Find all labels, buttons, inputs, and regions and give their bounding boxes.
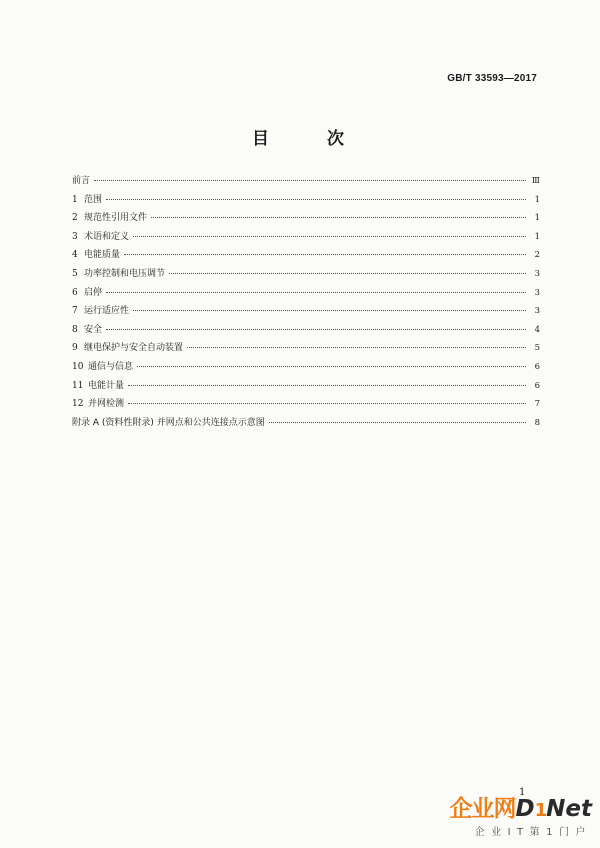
table-of-contents [72,173,540,433]
watermark-tagline: 企业IT第1门户 [474,827,592,838]
toc-entry-page: 1 [534,231,540,242]
toc-entry-page: 3 [534,287,540,298]
toc-entry-page: 3 [534,268,540,279]
toc-entry-number: 6 [72,287,78,298]
dot-leader [151,217,526,218]
toc-entry-text: 规范性引用文件 [84,213,148,224]
toc-entry-9[interactable] [72,340,540,359]
watermark-logo-d: D [515,796,535,822]
toc-entry-page: 3 [534,306,540,317]
toc-entry-text: 范围 [84,194,103,205]
dot-leader [187,347,526,348]
toc-entry-5[interactable] [72,266,540,285]
toc-entry-6[interactable] [72,285,540,304]
toc-entry-number: 8 [72,324,78,335]
dot-leader [106,329,526,330]
toc-entry-page: 6 [534,361,540,372]
toc-entry-text: 继电保护与安全自动装置 [84,343,184,354]
standard-code: GB/T 33593—2017 [447,73,537,84]
toc-entry-page: Ⅲ [531,176,540,186]
watermark-logo-one: 1 [534,800,547,821]
toc-entry-11[interactable] [72,378,540,397]
toc-entry-2[interactable] [72,210,540,229]
toc-entry-number: 12 [72,399,84,410]
toc-entry-8[interactable] [72,322,540,341]
dot-leader [137,366,526,367]
toc-entry-page: 1 [534,213,540,224]
toc-entry-number: 3 [72,231,78,242]
toc-entry-7[interactable] [72,303,540,322]
toc-entry-text: 电能质量 [84,250,121,261]
toc-entry-number: 10 [72,361,84,372]
watermark-logo [422,790,592,823]
dot-leader [128,385,526,386]
toc-entry-number: 9 [72,343,78,354]
toc-entry-4[interactable] [72,247,540,266]
dot-leader [106,199,526,200]
toc-entry-page: 2 [534,250,540,261]
toc-entry-page: 4 [534,324,540,335]
toc-entry-foreword[interactable] [72,173,540,192]
toc-entry-10[interactable] [72,359,540,378]
dot-leader [94,180,526,181]
toc-entry-number: 2 [72,213,78,224]
toc-entry-text: 附录 A (资料性附录) 并网点和公共连接点示意图 [72,417,265,428]
toc-entry-number: 4 [72,250,78,261]
dot-leader [106,292,526,293]
toc-entry-text: 功率控制和电压调节 [84,268,166,279]
toc-entry-12[interactable] [72,396,540,415]
toc-entry-number: 11 [72,380,84,391]
toc-entry-1[interactable] [72,192,540,211]
toc-entry-text: 通信与信息 [88,361,134,372]
toc-entry-number: 5 [72,268,78,279]
toc-entry-text: 并网检测 [88,399,125,410]
toc-entry-page: 1 [534,194,540,205]
toc-entry-number: 1 [72,194,78,205]
toc-title: 目 次 [252,129,370,149]
dot-leader [133,310,526,311]
dot-leader [133,236,526,237]
toc-entry-page: 8 [534,417,540,428]
toc-entry-page: 7 [534,399,540,410]
toc-entry-text: 术语和定义 [84,231,130,242]
dot-leader [124,254,526,255]
toc-entry-text: 运行适应性 [84,306,130,317]
toc-entry-text: 前言 [72,176,91,186]
site-watermark [422,790,592,838]
page-number: 1 [519,787,526,798]
toc-entry-page: 5 [534,343,540,354]
dot-leader [269,422,526,423]
toc-entry-page: 6 [534,380,540,391]
toc-entry-number: 7 [72,306,78,317]
toc-entry-text: 电能计量 [88,380,125,391]
toc-entry-annex-a[interactable] [72,415,540,434]
dot-leader [128,403,526,404]
watermark-logo-cn: 企业网 [449,796,516,822]
toc-entry-3[interactable] [72,229,540,248]
toc-entry-text: 安全 [84,324,103,335]
toc-entry-text: 启停 [84,287,103,298]
dot-leader [169,273,526,274]
watermark-logo-net: Net [546,796,592,822]
